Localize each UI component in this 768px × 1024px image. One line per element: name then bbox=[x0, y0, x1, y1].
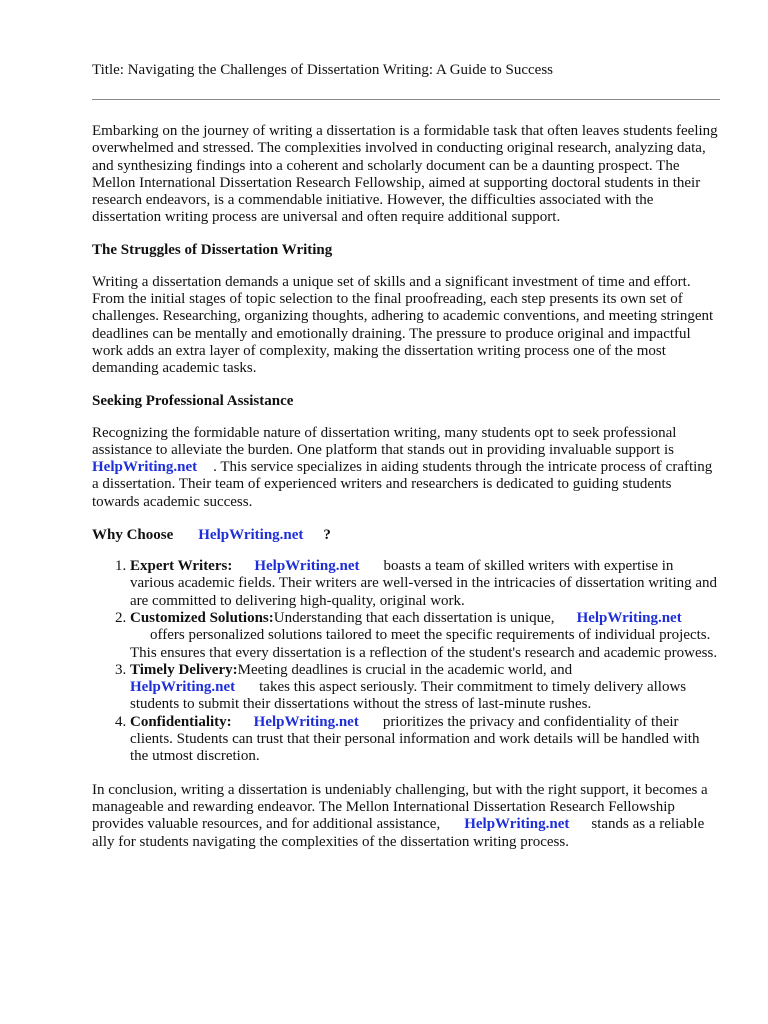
list-item-term: Expert Writers: bbox=[130, 558, 233, 575]
section-heading-assistance: Seeking Professional Assistance bbox=[92, 392, 294, 409]
assistance-paragraph bbox=[92, 425, 720, 511]
title-divider bbox=[92, 99, 720, 100]
assistance-text-after: . This service specializes in aiding students through the intricate process of crafting a dissertation. Their team of experienced writers and researchers is dedicated to guiding students towards academic success. bbox=[92, 459, 713, 510]
list-item-link[interactable]: HelpWriting.net bbox=[253, 713, 359, 730]
document-title: Title: Navigating the Challenges of Dissertation Writing: A Guide to Success bbox=[92, 62, 554, 78]
why-choose-question: ? bbox=[323, 527, 331, 544]
list-item-text: takes this aspect seriously. Their commitment to timely delivery allows students to submit their dissertations without the stress of last-minute rushes. bbox=[130, 679, 687, 713]
list-item-link[interactable]: HelpWriting.net bbox=[254, 558, 360, 575]
assistance-text-before: Recognizing the formidable nature of dissertation writing, many students opt to seek professional assistance to alleviate the burden. One platform that stands out in providing invaluable support is bbox=[92, 424, 677, 458]
list-item-text: offers personalized solutions tailored to meet the specific requirements of individual projects. This ensures that every dissertation is a reflection of the student's research and academic prowess. bbox=[130, 627, 718, 661]
list-item bbox=[130, 662, 720, 714]
section-heading-why-choose bbox=[92, 527, 720, 544]
list-item-term: Confidentiality: bbox=[130, 713, 232, 730]
list-item-term: Customized Solutions: bbox=[130, 609, 274, 626]
list-item-link[interactable]: HelpWriting.net bbox=[576, 609, 682, 626]
conclusion-link[interactable]: HelpWriting.net bbox=[464, 816, 570, 833]
list-item-text-before: Understanding that each dissertation is unique, bbox=[273, 609, 555, 626]
section-heading-struggles: The Struggles of Dissertation Writing bbox=[92, 241, 333, 258]
why-choose-link[interactable]: HelpWriting.net bbox=[198, 527, 304, 544]
list-item bbox=[130, 610, 720, 662]
list-item bbox=[130, 714, 720, 766]
conclusion-text-after: stands as a reliable ally for students navigating the complexities of the dissertation writing process. bbox=[92, 816, 705, 850]
why-choose-text: Why Choose bbox=[92, 527, 174, 544]
list-item-text: prioritizes the privacy and confidentiality of their clients. Students can trust that their personal information and work details will be handled with the utmost discretion. bbox=[130, 713, 700, 765]
list-item-term: Timely Delivery: bbox=[130, 661, 238, 678]
why-choose-section bbox=[92, 527, 720, 766]
reasons-list bbox=[92, 558, 720, 766]
conclusion-paragraph bbox=[92, 782, 720, 851]
list-item-text: boasts a team of skilled writers with expertise in various academic fields. Their writers are well-versed in the intricacies of dissertation writing and are committed to delivering high-quality, original work. bbox=[130, 558, 718, 609]
intro-paragraph: Embarking on the journey of writing a dissertation is a formidable task that often leaves students feeling overwhelmed and stressed. The complexities involved in conducting original research, analyzing data, and synthesizing findings into a coherent and scholarly document can be a daunting prospect. The Mellon International Dissertation Research Fellowship, aimed at supporting doctoral students in their research endeavors, is a commendable initiative. However, the difficulties associated with the dissertation writing process are universal and often require additional support. bbox=[92, 123, 718, 226]
helpwriting-link[interactable]: HelpWriting.net bbox=[92, 459, 198, 476]
struggles-paragraph: Writing a dissertation demands a unique set of skills and a significant investment of time and effort. From the initial stages of topic selection to the final proofreading, each step presents its own set of challenges. Researching, organizing thoughts, adhering to academic conventions, and meeting stringent deadlines can be mentally and emotionally draining. The pressure to produce original and impactful work adds an extra layer of complexity, making the dissertation writing process one of the most demanding academic tasks. bbox=[92, 273, 714, 377]
conclusion-text-before: In conclusion, writing a dissertation is undeniably challenging, but with the right support, it becomes a manageable and rewarding endeavor. The Mellon International Dissertation Research Fellowship provides valuable resources, and for additional assistance, bbox=[92, 781, 708, 833]
list-item-link[interactable]: HelpWriting.net bbox=[130, 679, 236, 696]
list-item bbox=[130, 558, 720, 610]
list-item-text-before: Meeting deadlines is crucial in the academic world, and bbox=[237, 661, 573, 678]
